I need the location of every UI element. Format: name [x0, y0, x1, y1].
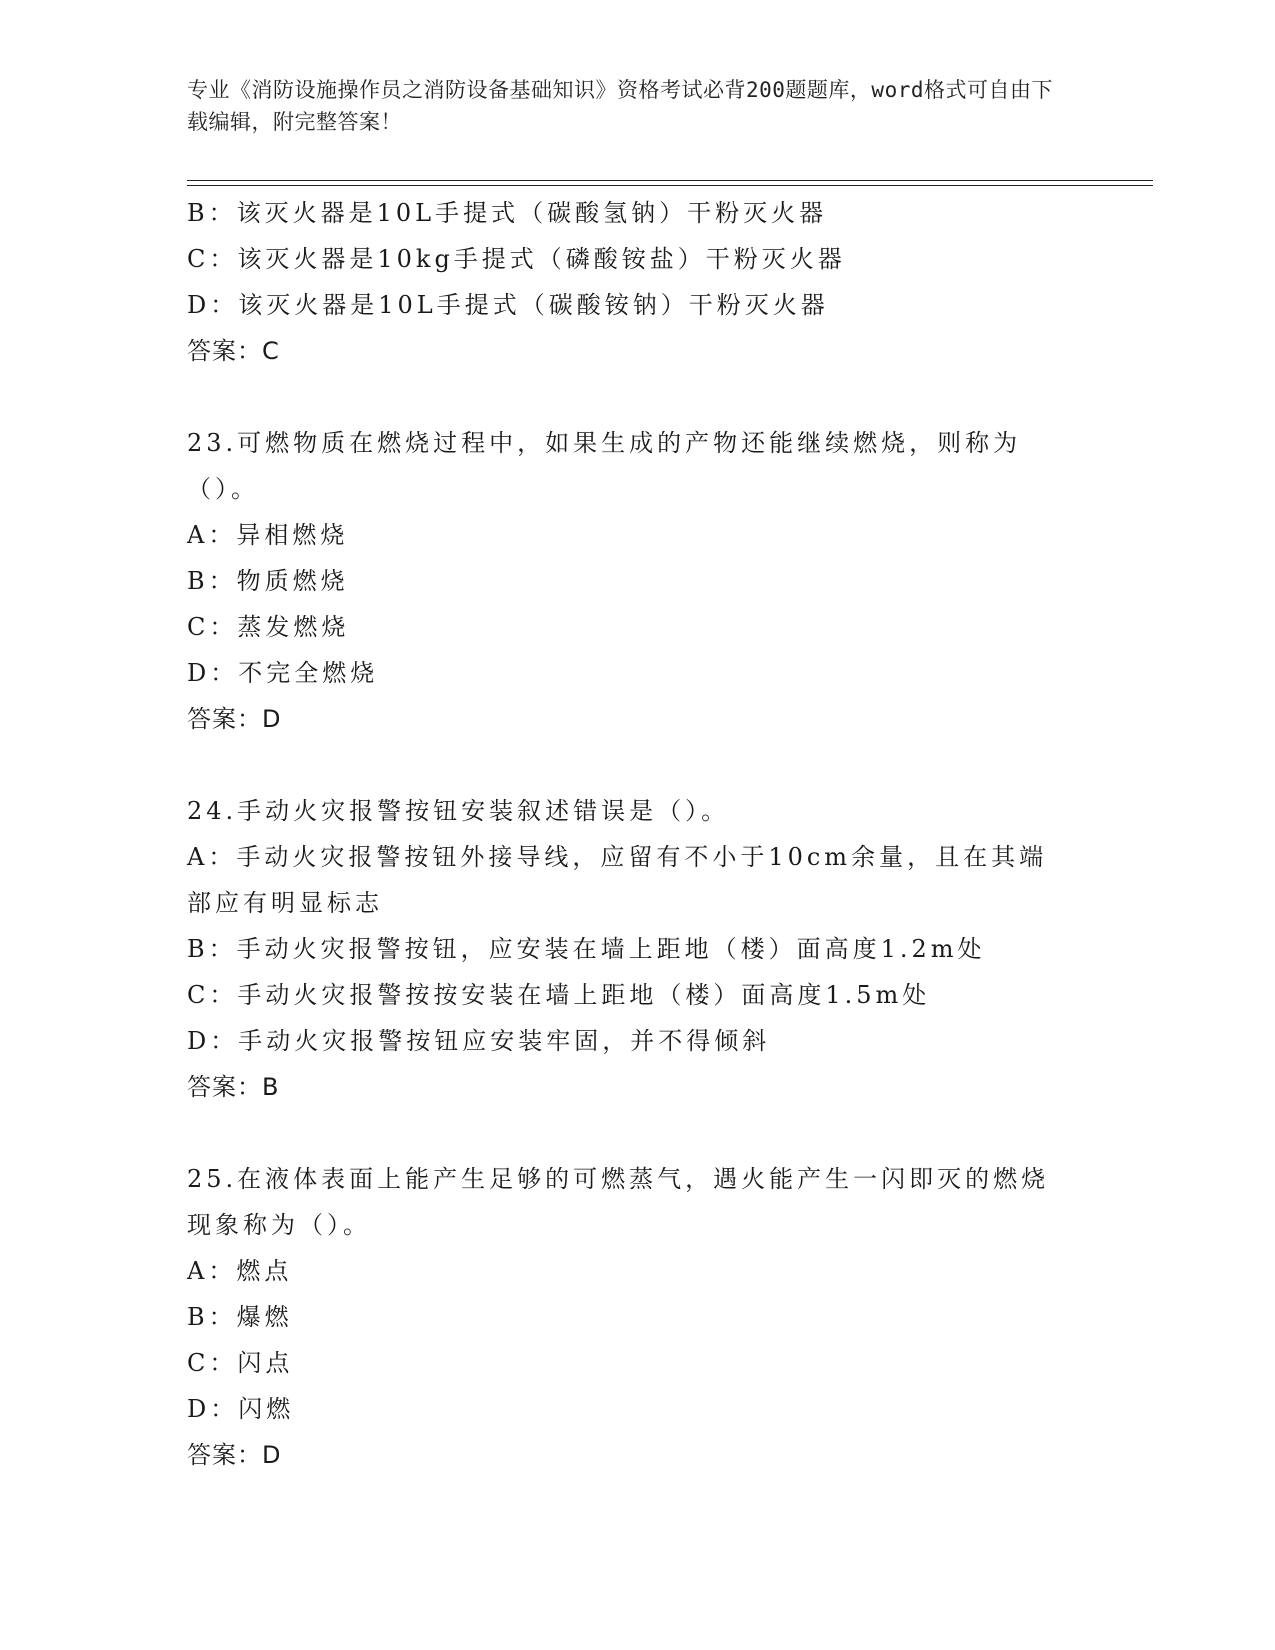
option-a: A：燃点	[187, 1257, 293, 1285]
question-22-fragment	[187, 190, 1087, 374]
document-body	[187, 190, 1087, 1478]
document-header: 专业《消防设施操作员之消防设备基础知识》资格考试必背200题题库，word格式可自由下载编辑，附完整答案！	[187, 78, 1053, 134]
answer: 答案：C	[187, 337, 280, 365]
option-c: C：手动火灾报警按按安装在墙上距地（楼）面高度1.5m处	[187, 981, 931, 1009]
answer: 答案：D	[187, 705, 282, 733]
option-a: A：手动火灾报警按钮外接导线，应留有不小于10cm余量，且在其端部应有明显标志	[187, 843, 1048, 917]
spacer	[187, 742, 1087, 788]
spacer	[187, 1110, 1087, 1156]
option-b: B：手动火灾报警按钮，应安装在墙上距地（楼）面高度1.2m处	[187, 935, 986, 963]
question-title: 25.在液体表面上能产生足够的可燃蒸气，遇火能产生一闪即灭的燃烧现象称为（）。	[187, 1165, 1050, 1239]
question-23	[187, 420, 1087, 742]
header-rule-bottom	[187, 185, 1153, 186]
option-b: B：该灭火器是10L手提式（碳酸氢钠）干粉灭火器	[187, 199, 828, 227]
option-d: D：闪燃	[187, 1395, 295, 1423]
option-d: D：不完全燃烧	[187, 659, 379, 687]
option-c: C：蒸发燃烧	[187, 613, 350, 641]
option-d: D：该灭火器是10L手提式（碳酸铵钠）干粉灭火器	[187, 291, 829, 319]
question-title: 24.手动火灾报警按钮安装叙述错误是（）。	[187, 797, 730, 825]
answer: 答案：D	[187, 1441, 282, 1469]
spacer	[187, 374, 1087, 420]
question-24	[187, 788, 1087, 1110]
option-d: D：手动火灾报警按钮应安装牢固，并不得倾斜	[187, 1027, 771, 1055]
question-25	[187, 1156, 1087, 1478]
question-title: 23.可燃物质在燃烧过程中，如果生成的产物还能继续燃烧，则称为（）。	[187, 429, 1022, 503]
option-a: A：异相燃烧	[187, 521, 349, 549]
option-c: C：闪点	[187, 1349, 294, 1377]
option-b: B：爆燃	[187, 1303, 293, 1331]
answer: 答案：B	[187, 1073, 280, 1101]
option-b: B：物质燃烧	[187, 567, 349, 595]
option-c: C：该灭火器是10kg手提式（磷酸铵盐）干粉灭火器	[187, 245, 846, 273]
header-rule-top	[187, 180, 1153, 181]
